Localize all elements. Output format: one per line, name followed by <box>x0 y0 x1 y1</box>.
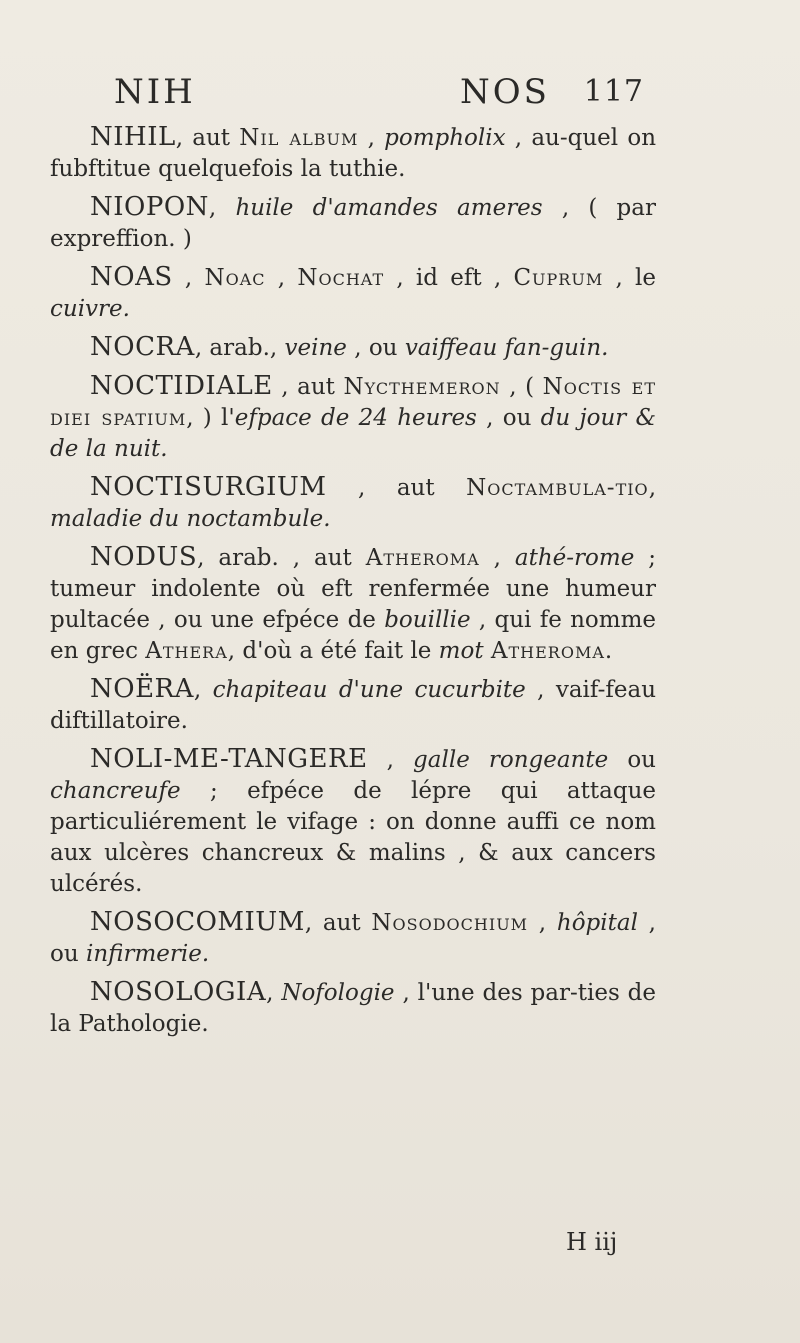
entry-nodus: NODUS, arab. , aut Atheroma , athé-rome ; tumeur indolente où eft renfermée une humeur pultacée , ou une efpéce de bouillie , qui fe nomme en grec Athera, d'où a été fait le mot Atheroma. <box>50 542 657 664</box>
entry-nihil: NIHIL, aut Nil album , pompholix , au-quel on fubftitue quelquefois la tuthie. <box>50 122 657 182</box>
lemma: NOCRA <box>90 332 195 362</box>
lemma: NIHIL <box>90 122 176 152</box>
entry-nocra: NOCRA, arab., veine , ou vaiffeau fan-guin. <box>90 332 609 362</box>
entry-noctisurgium: NOCTISURGIUM , aut Noctambula-tio, maladie du noctambule. <box>50 472 656 532</box>
header-left-guideword: NIH <box>114 72 196 112</box>
lemma: NOAS <box>90 262 173 292</box>
header-right-guideword: NOS <box>460 72 550 112</box>
lemma: NODUS <box>90 542 198 572</box>
lemma: NOCTISURGIUM <box>90 472 327 502</box>
entry-niopon: NIOPON, huile d'amandes ameres , ( par expreffion. ) <box>50 192 656 252</box>
entry-noera: NOËRA, chapiteau d'une cucurbite , vaif-feau diftillatoire. <box>50 674 657 734</box>
lemma: NOSOLOGIA <box>90 977 267 1007</box>
dictionary-body <box>50 122 656 1040</box>
signature-mark: H iij <box>566 1228 618 1256</box>
lemma: NIOPON <box>90 192 209 222</box>
entry-noli-me-tangere: NOLI-ME-TANGERE , galle rongeante ou chancreufe ; efpéce de lépre qui attaque particuliérement le vifage : on donne auffi ce nom aux ulcères chancreux & malins , & aux cancers ulcérés. <box>50 744 656 897</box>
entry-nosologia: NOSOLOGIA, Nofologie , l'une des par-ties de la Pathologie. <box>50 977 656 1037</box>
entry-nosocomium: NOSOCOMIUM, aut Nosodochium , hôpital , ou infirmerie. <box>50 907 656 967</box>
lemma: NOLI-ME-TANGERE <box>90 744 368 774</box>
page-number: 117 <box>583 74 644 109</box>
running-header <box>114 72 644 112</box>
lemma: NOSOCOMIUM <box>90 907 305 937</box>
entry-noas: NOAS , Noac , Nochat , id eft , Cuprum , le cuivre. <box>50 262 656 322</box>
lemma: NOËRA <box>90 674 194 704</box>
entry-noctidiale: NOCTIDIALE , aut Nycthemeron , ( Noctis et diei spatium, ) l'efpace de 24 heures , ou du jour & de la nuit. <box>50 371 656 462</box>
lemma: NOCTIDIALE <box>90 371 273 401</box>
